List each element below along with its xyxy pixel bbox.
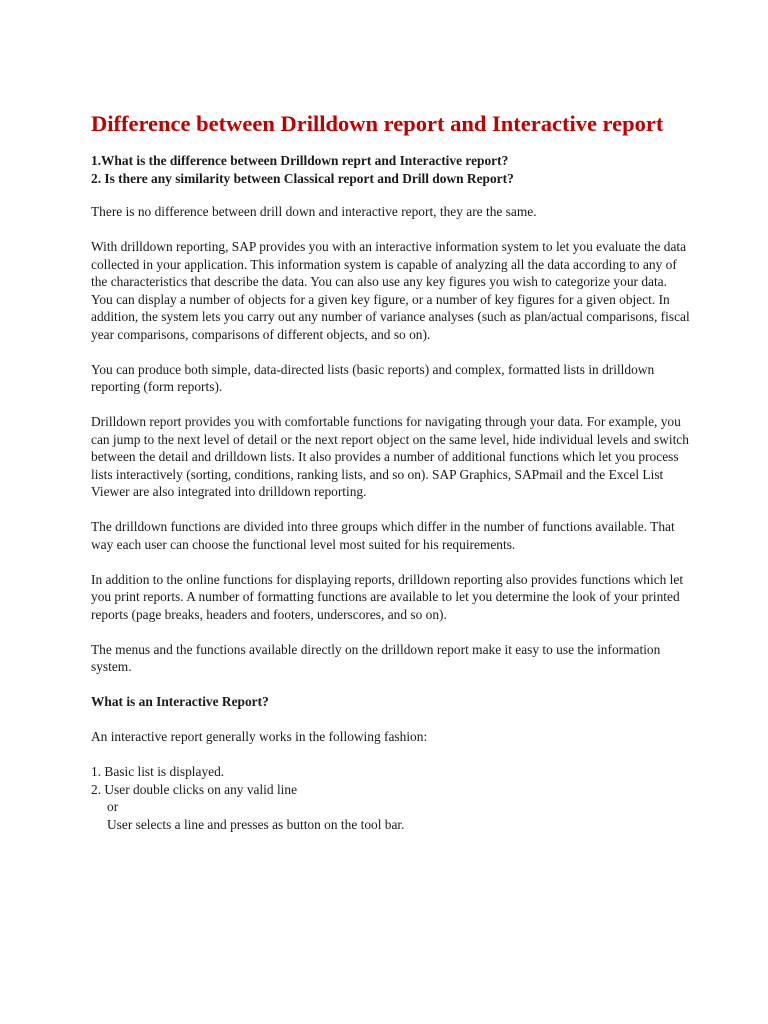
- list-item-alt: User selects a line and presses as button on the tool bar.: [107, 816, 405, 832]
- list-item: 1. Basic list is displayed.: [91, 764, 225, 779]
- paragraph: The menus and the functions available directly on the drilldown report make it easy to use the information system.: [91, 641, 661, 674]
- question-2: 2. Is there any similarity between Classical report and Drill down Report?: [91, 170, 514, 186]
- paragraph: The drilldown functions are divided into three groups which differ in the number of functions available. That way each user can choose the functional level most suited for his requirements.: [91, 519, 675, 552]
- document-page: [91, 110, 691, 833]
- paragraph: Drilldown report provides you with comfortable functions for navigating through your data. For example, you can jump to the next level of detail or the next report object on the same level, hide individual levels and switch between the detail and drilldown lists. It also provides a number of additional functions which let you process lists interactively (sorting, conditions, ranking lists, and so on). SAP Graphics, SAPmail and the Excel List Viewer are also integrated into drilldown reporting.: [91, 414, 689, 499]
- question-1: 1.What is the difference between Drilldown reprt and Interactive report?: [91, 153, 509, 168]
- steps-list: [91, 763, 691, 833]
- paragraph: There is no difference between drill down and interactive report, they are the same.: [91, 204, 537, 219]
- paragraph: In addition to the online functions for displaying reports, drilldown reporting also provides functions which let you print reports. A number of formatting functions are available to let you determine the look of your printed reports (page breaks, headers and footers, underscores, and so on).: [91, 571, 684, 622]
- list-item-or: or: [107, 799, 119, 814]
- section-heading: What is an Interactive Report?: [91, 694, 269, 709]
- section-intro: An interactive report generally works in the following fashion:: [91, 729, 428, 744]
- list-item: 2. User double clicks on any valid line: [91, 781, 298, 797]
- paragraph: With drilldown reporting, SAP provides you with an interactive information system to let you evaluate the data collected in your application. This information system is capable of analyzing all the data according to any of the characteristics that describe the data. You can also use any key figures you wish to categorize your data. You can display a number of objects for a given key figure, or a number of key figures for a given object. In addition, the system lets you carry out any number of variance analyses (such as plan/actual comparisons, fiscal year comparisons, comparisons of different objects, and so on).: [91, 239, 690, 342]
- questions-block: [91, 152, 691, 187]
- paragraph: You can produce both simple, data-directed lists (basic reports) and complex, formatted lists in drilldown reporting (form reports).: [91, 361, 655, 394]
- document-title: Difference between Drilldown report and Interactive report: [91, 111, 664, 136]
